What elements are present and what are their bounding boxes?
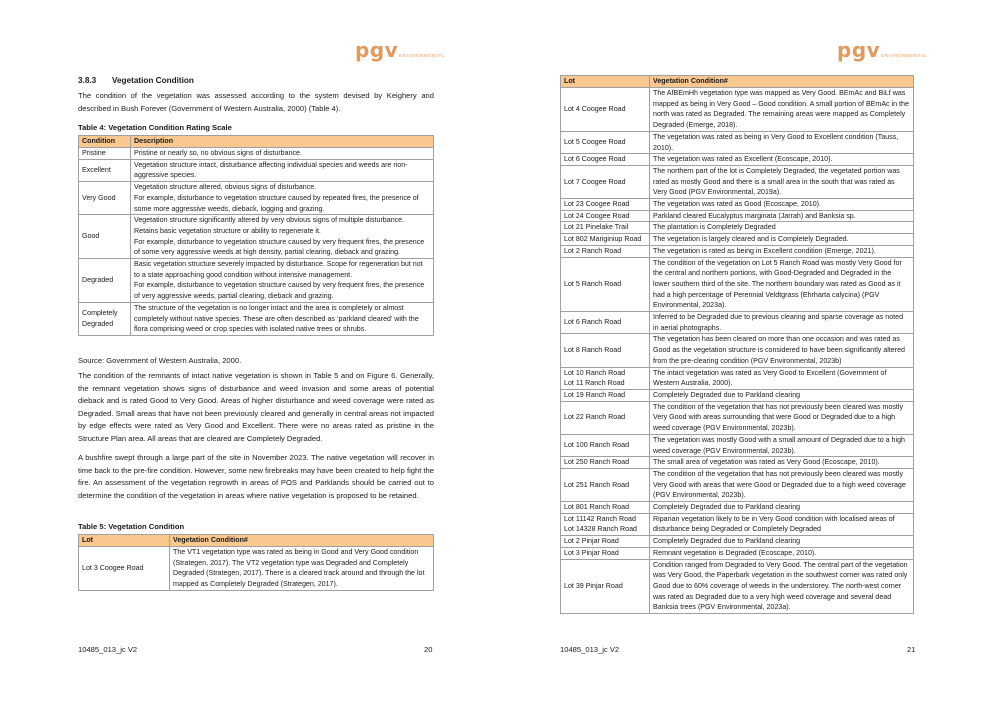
lot-cell: Lot 3 Pinjar Road [561, 547, 650, 559]
table-row [561, 513, 914, 535]
table-row [561, 367, 914, 389]
lot-cell: Lot 250 Ranch Road [561, 457, 650, 469]
condition-cell: Excellent [79, 159, 131, 181]
table-row [561, 88, 914, 132]
lot-cell: Lot 100 Ranch Road [561, 434, 650, 456]
vegetation-condition-cell: The VT1 vegetation type was rated as being in Good and Very Good condition (Strategen, 2017). The VT2 vegetation type was Degraded and Completely Degraded (Strategen, 2017). There is a cleared track around and through the lot mapped as Completely Degraded (Strategen, 2017). [170, 547, 434, 591]
paragraph-bushfire: A bushfire swept through a large part of the site in November 2023. The native vegetation will recover in time back to the pre-fire condition. However, some new firebreaks may have been created to help fight the fire. An assessment of the vegetation regrowth in areas of POS and Parklands should be carried out to determine the condition of the vegetation in areas where native vegetation is proposed to be retained. [78, 453, 434, 500]
vegetation-condition-cell: The intact vegetation was rated as Very Good to Excellent (Government of Western Australia, 2000). [650, 367, 914, 389]
vegetation-condition-cell: The condition of the vegetation that has not previously been cleared was mostly Very Good with areas that were Good or Degraded due to a high weed coverage (PGV Environmental, 2023b). [650, 468, 914, 501]
vegetation-condition-cell: Condition ranged from Degraded to Very Good. The central part of the vegetation was Very Good, the Paperbark vegetation in the southwest corner was rated only Good due to 60% coverage of weeds in the understorey. The north-west corner was rated as Degraded due to a very high weed coverage and several dead Banksia trees (PGV Environmental, 2023a). [650, 559, 914, 614]
lot-cell: Lot 251 Ranch Road [561, 468, 650, 501]
table-row [79, 148, 434, 160]
condition-cell: Very Good [79, 182, 131, 215]
vegetation-condition-cell: Completely Degraded due to Parkland clearing [650, 389, 914, 401]
lot-cell: Lot 10 Ranch Road Lot 11 Ranch Road [561, 367, 650, 389]
vegetation-condition-cell: Riparian vegetation likely to be in Very Good condition with localised areas of disturbance being Degraded or Completely Degraded [650, 513, 914, 535]
table-4 [78, 135, 434, 336]
lot-cell: Lot 802 Mariginiup Road [561, 234, 650, 246]
section-title: Vegetation Condition [112, 76, 194, 85]
table-row [561, 222, 914, 234]
lot-cell: Lot 39 Pinjar Road [561, 559, 650, 614]
lot-cell: Lot 21 Pinelake Trail [561, 222, 650, 234]
table-row [79, 215, 434, 259]
lot-cell: Lot 5 Coogee Road [561, 131, 650, 153]
page-number: 20 [424, 645, 433, 654]
page-20 [0, 0, 496, 702]
table-5-continued [560, 75, 914, 614]
table5-header-lot: Lot [79, 535, 170, 547]
table-row [561, 312, 914, 334]
table4-source: Source: Government of Western Australia, 2000. [78, 356, 242, 365]
vegetation-condition-cell: Completely Degraded due to Parkland clearing [650, 502, 914, 514]
table-row [561, 401, 914, 434]
section-heading [78, 76, 194, 85]
lot-cell: Lot 8 Ranch Road [561, 334, 650, 367]
table-row [561, 257, 914, 312]
lot-cell: Lot 7 Coogee Road [561, 165, 650, 198]
condition-cell: Degraded [79, 259, 131, 303]
vegetation-condition-cell: The AfBEmHh vegetation type was mapped as Very Good. BEmAc and BiLf was mapped as being in Very Good – Good condition. A small portion of BEmAc in the north was rated as Degraded. The remaining areas were mapped as Completely Degraded (Emerge, 2018). [650, 88, 914, 132]
table-row [79, 159, 434, 181]
condition-cell: Completely Degraded [79, 302, 131, 335]
lot-cell: Lot 5 Ranch Road [561, 257, 650, 312]
logo-sub: ENVIRONMENTAL [881, 53, 928, 58]
lot-cell: Lot 23 Coogee Road [561, 199, 650, 211]
table-row [561, 245, 914, 257]
lot-cell: Lot 4 Coogee Road [561, 88, 650, 132]
condition-cell: Good [79, 215, 131, 259]
table-row [561, 502, 914, 514]
logo-mark: pgv [837, 38, 881, 62]
vegetation-condition-cell: The vegetation was rated as Good (Ecoscape, 2010). [650, 199, 914, 211]
vegetation-condition-cell: The vegetation is largely cleared and is Completely Degraded. [650, 234, 914, 246]
vegetation-condition-cell: The northern part of the lot is Completely Degraded, the vegetated portion was rated as mostly Good and there is a small area in the south that was rated as Very Good (PGV Environmental, 2019a). [650, 165, 914, 198]
table-row [561, 457, 914, 469]
vegetation-condition-cell: The plantation is Completely Degraded [650, 222, 914, 234]
table-row [561, 199, 914, 211]
pgv-logo [355, 40, 445, 60]
table4-header-description: Description [131, 136, 434, 148]
paragraph-condition-remnants: The condition of the remnants of intact native vegetation is shown in Table 5 and on Figure 6. Generally, the remnant vegetation shows signs of disturbance and weed invasion and some areas of potential dieback and is rated Good to Very Good. Areas of higher disturbance and weed coverage were rated as Degraded. Small areas that have not been previously cleared and generally in central areas not impacted by edge effects were rated as Very Good and Excellent. There were no areas rated as pristine in the Structure Plan area. All areas that are cleared are Completely Degraded. [78, 371, 434, 443]
table5-header-condition: Vegetation Condition# [170, 535, 434, 547]
intro-paragraph: The condition of the vegetation was assessed according to the system devised by Keighery and described in Bush Forever (Government of Western Australia, 2000) (Table 4). [78, 91, 434, 113]
description-cell: Vegetation structure intact, disturbance affecting individual species and weeds are non-aggressive species. [131, 159, 434, 181]
table5c-header-condition: Vegetation Condition# [650, 76, 914, 88]
table-row [79, 547, 434, 591]
description-cell: Basic vegetation structure severely impacted by disturbance. Scope for regeneration but not to a state approaching good condition without intensive management. For example, disturbance to vegetation structure caused by very frequent fires, the presence of very aggressive weeds, partial clearing, dieback and grazing. [131, 259, 434, 303]
page-number: 21 [907, 645, 916, 654]
footer-doc-id: 10485_013_jc V2 [78, 645, 138, 654]
table-row [79, 302, 434, 335]
table-row [561, 334, 914, 367]
vegetation-condition-cell: Parkland cleared Eucalyptus marginata (Jarrah) and Banksia sp. [650, 210, 914, 222]
table-row [561, 165, 914, 198]
logo-mark: pgv [355, 38, 399, 62]
table4-body [79, 148, 434, 336]
table5-body [79, 547, 434, 591]
vegetation-condition-cell: The vegetation was rated as being in Very Good to Excellent condition (Tauss, 2010). [650, 131, 914, 153]
description-cell: Vegetation structure significantly altered by very obvious signs of multiple disturbance. Retains basic vegetation structure or ability to regenerate it. For example, disturbance to vegetation structure caused by very frequent fires, the presence of some very aggressive weeds at high density, partial clearing, dieback and grazing. [131, 215, 434, 259]
vegetation-condition-cell: The vegetation was mostly Good with a small amount of Degraded due to a high weed coverage (PGV Environmental, 2023b). [650, 434, 914, 456]
table-row [561, 154, 914, 166]
vegetation-condition-cell: The vegetation is rated as being in Excellent condition (Emerge, 2021). [650, 245, 914, 257]
table-row [561, 434, 914, 456]
vegetation-condition-cell: The small area of vegetation was rated as Very Good (Ecoscape, 2010). [650, 457, 914, 469]
page-21 [497, 0, 993, 702]
table4-header-condition: Condition [79, 136, 131, 148]
table5c-body [561, 88, 914, 614]
table-row [561, 234, 914, 246]
pgv-logo [837, 40, 927, 60]
lot-cell: Lot 6 Coogee Road [561, 154, 650, 166]
description-cell: Vegetation structure altered, obvious signs of disturbance. For example, disturbance to vegetation structure caused by repeated fires, the presence of some more aggressive weeds, dieback, logging and grazing. [131, 182, 434, 215]
section-number: 3.8.3 [78, 76, 97, 85]
table-row [561, 210, 914, 222]
description-cell: Pristine or nearly so, no obvious signs of disturbance. [131, 148, 434, 160]
logo-sub: ENVIRONMENTAL [399, 53, 446, 58]
lot-cell: Lot 19 Ranch Road [561, 389, 650, 401]
vegetation-condition-cell: The vegetation was rated as Excellent (Ecoscape, 2010). [650, 154, 914, 166]
lot-cell: Lot 22 Ranch Road [561, 401, 650, 434]
table-row [561, 547, 914, 559]
footer-doc-id: 10485_013_jc V2 [560, 645, 620, 654]
vegetation-condition-cell: Inferred to be Degraded due to previous clearing and sparse coverage as noted in aerial photographs. [650, 312, 914, 334]
vegetation-condition-cell: The condition of the vegetation on Lot 5 Ranch Road was mostly Very Good for the central and northern portions, with Good-Degraded and Degraded in the lower southern third of the site. The northern boundary was rated as Good as it had a high percentage of Perennial Veldtgrass (Ehrharta calycina) (PGV Environmental, 2023a). [650, 257, 914, 312]
condition-cell: Pristine [79, 148, 131, 160]
lot-cell: Lot 3 Coogee Road [79, 547, 170, 591]
lot-cell: Lot 11142 Ranch Road Lot 14328 Ranch Road [561, 513, 650, 535]
table-5 [78, 534, 434, 591]
lot-cell: Lot 24 Coogee Road [561, 210, 650, 222]
table-row [561, 559, 914, 614]
vegetation-condition-cell: The condition of the vegetation that has not previously been cleared was mostly Very Good with areas surrounding that were Good or Degraded due to a high weed coverage (PGV Environmental, 2023b). [650, 401, 914, 434]
table-row [561, 131, 914, 153]
lot-cell: Lot 2 Pinjar Road [561, 536, 650, 548]
table-row [561, 468, 914, 501]
table5c-header-lot: Lot [561, 76, 650, 88]
lot-cell: Lot 801 Ranch Road [561, 502, 650, 514]
table5-caption: Table 5: Vegetation Condition [78, 522, 185, 531]
table-row [79, 182, 434, 215]
vegetation-condition-cell: Remnant vegetation is Degraded (Ecoscape, 2010). [650, 547, 914, 559]
vegetation-condition-cell: The vegetation has been cleared on more than one occasion and was rated as Good as the vegetation structure is considered to have been significantly altered from the pre-clearing condition (PGV Environmental, 2023b) [650, 334, 914, 367]
table-row [79, 259, 434, 303]
vegetation-condition-cell: Completely Degraded due to Parkland clearing [650, 536, 914, 548]
lot-cell: Lot 2 Ranch Road [561, 245, 650, 257]
table-row [561, 389, 914, 401]
lot-cell: Lot 6 Ranch Road [561, 312, 650, 334]
table4-caption: Table 4: Vegetation Condition Rating Scale [78, 123, 232, 132]
table-row [561, 536, 914, 548]
description-cell: The structure of the vegetation is no longer intact and the area is completely or almost completely without native species. These are often described as ‘parkland cleared’ with the flora comprising weed or crop species with isolated native trees or shrubs. [131, 302, 434, 335]
